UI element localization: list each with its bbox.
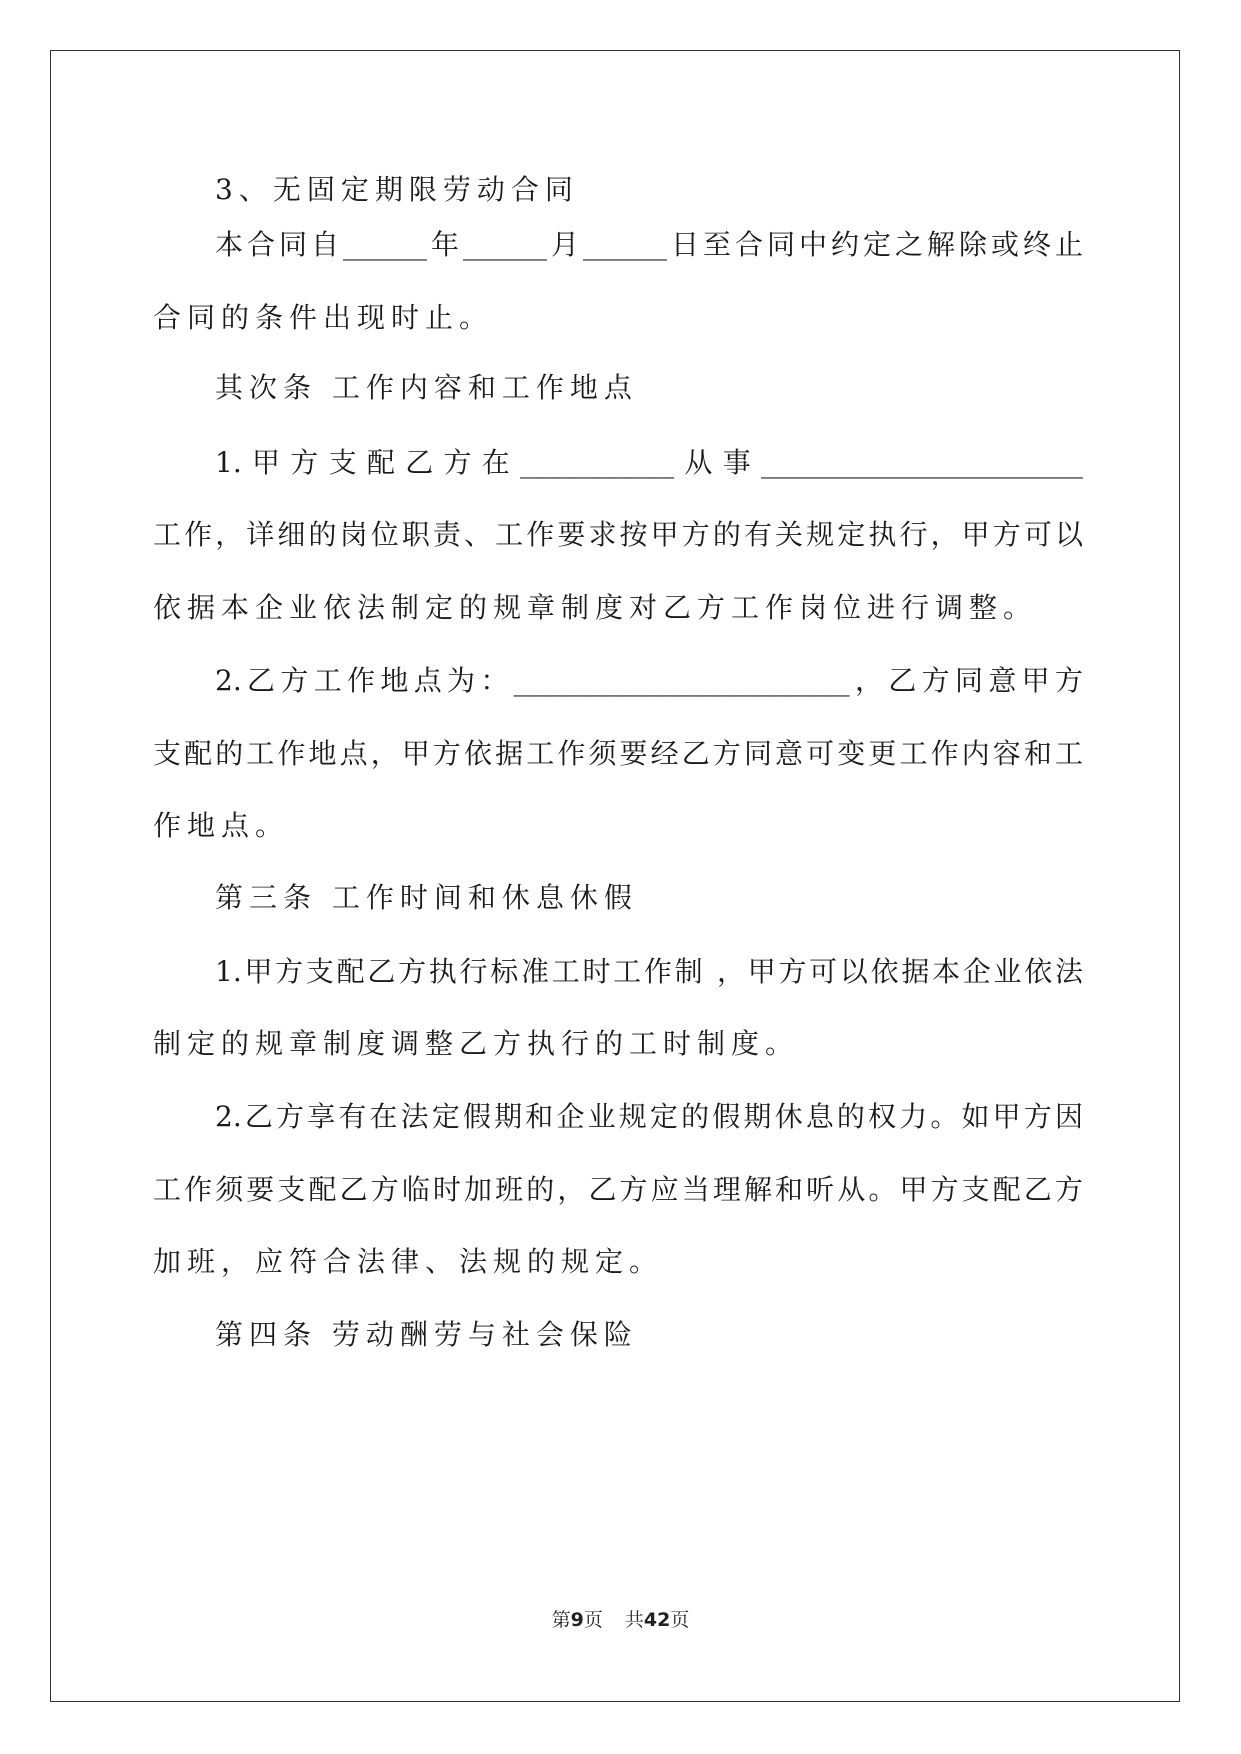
total-prefix: 共 [624,1609,644,1631]
paragraph-line: 工作须要支配乙方临时加班的，乙方应当理解和听从。甲方支配乙方 [153,1173,1083,1206]
page-footer [0,1608,1241,1632]
paragraph-line: 作地点。 [153,809,290,842]
total-pages: 42 [643,1609,671,1631]
section-heading-2: 其次条 工作内容和工作地点 [215,371,638,404]
page-number: 9 [570,1609,584,1631]
contract-term-heading: 3、无固定期限劳动合同 [215,173,579,206]
section-heading-3: 第三条 工作时间和休息休假 [215,881,638,914]
paragraph-line: 2.乙方享有在法定假期和企业规定的假期休息的权力。如甲方因 [215,1100,1083,1133]
paragraph-line: 2.乙方工作地点为：________________________，乙方同意甲方 [215,664,1083,697]
paragraph-line: 加班，应符合法律、法规的规定。 [153,1245,664,1278]
paragraph-line: 依据本企业依法制定的规章制度对乙方工作岗位进行调整。 [153,591,1038,624]
total-suffix: 页 [670,1609,690,1631]
paragraph-line: 1.甲方支配乙方在___________从事_______________________ [215,446,1083,479]
section-heading-4: 第四条 劳动酬劳与社会保险 [215,1318,638,1351]
page-suffix: 页 [583,1609,603,1631]
paragraph-line: 支配的工作地点，甲方依据工作须要经乙方同意可变更工作内容和工 [153,737,1083,770]
page-prefix: 第 [551,1609,571,1631]
paragraph-line: 1.甲方支配乙方执行标准工时工作制 ，甲方可以依据本企业依法 [215,955,1083,988]
paragraph-line: 合同的条件出现时止。 [153,301,494,334]
paragraph-line: 制定的规章制度调整乙方执行的工时制度。 [153,1027,800,1060]
paragraph-line: 本合同自______年______月______日至合同中约定之解除或终止 [215,228,1083,261]
paragraph-line: 工作，详细的岗位职责、工作要求按甲方的有关规定执行，甲方可以 [153,518,1083,551]
